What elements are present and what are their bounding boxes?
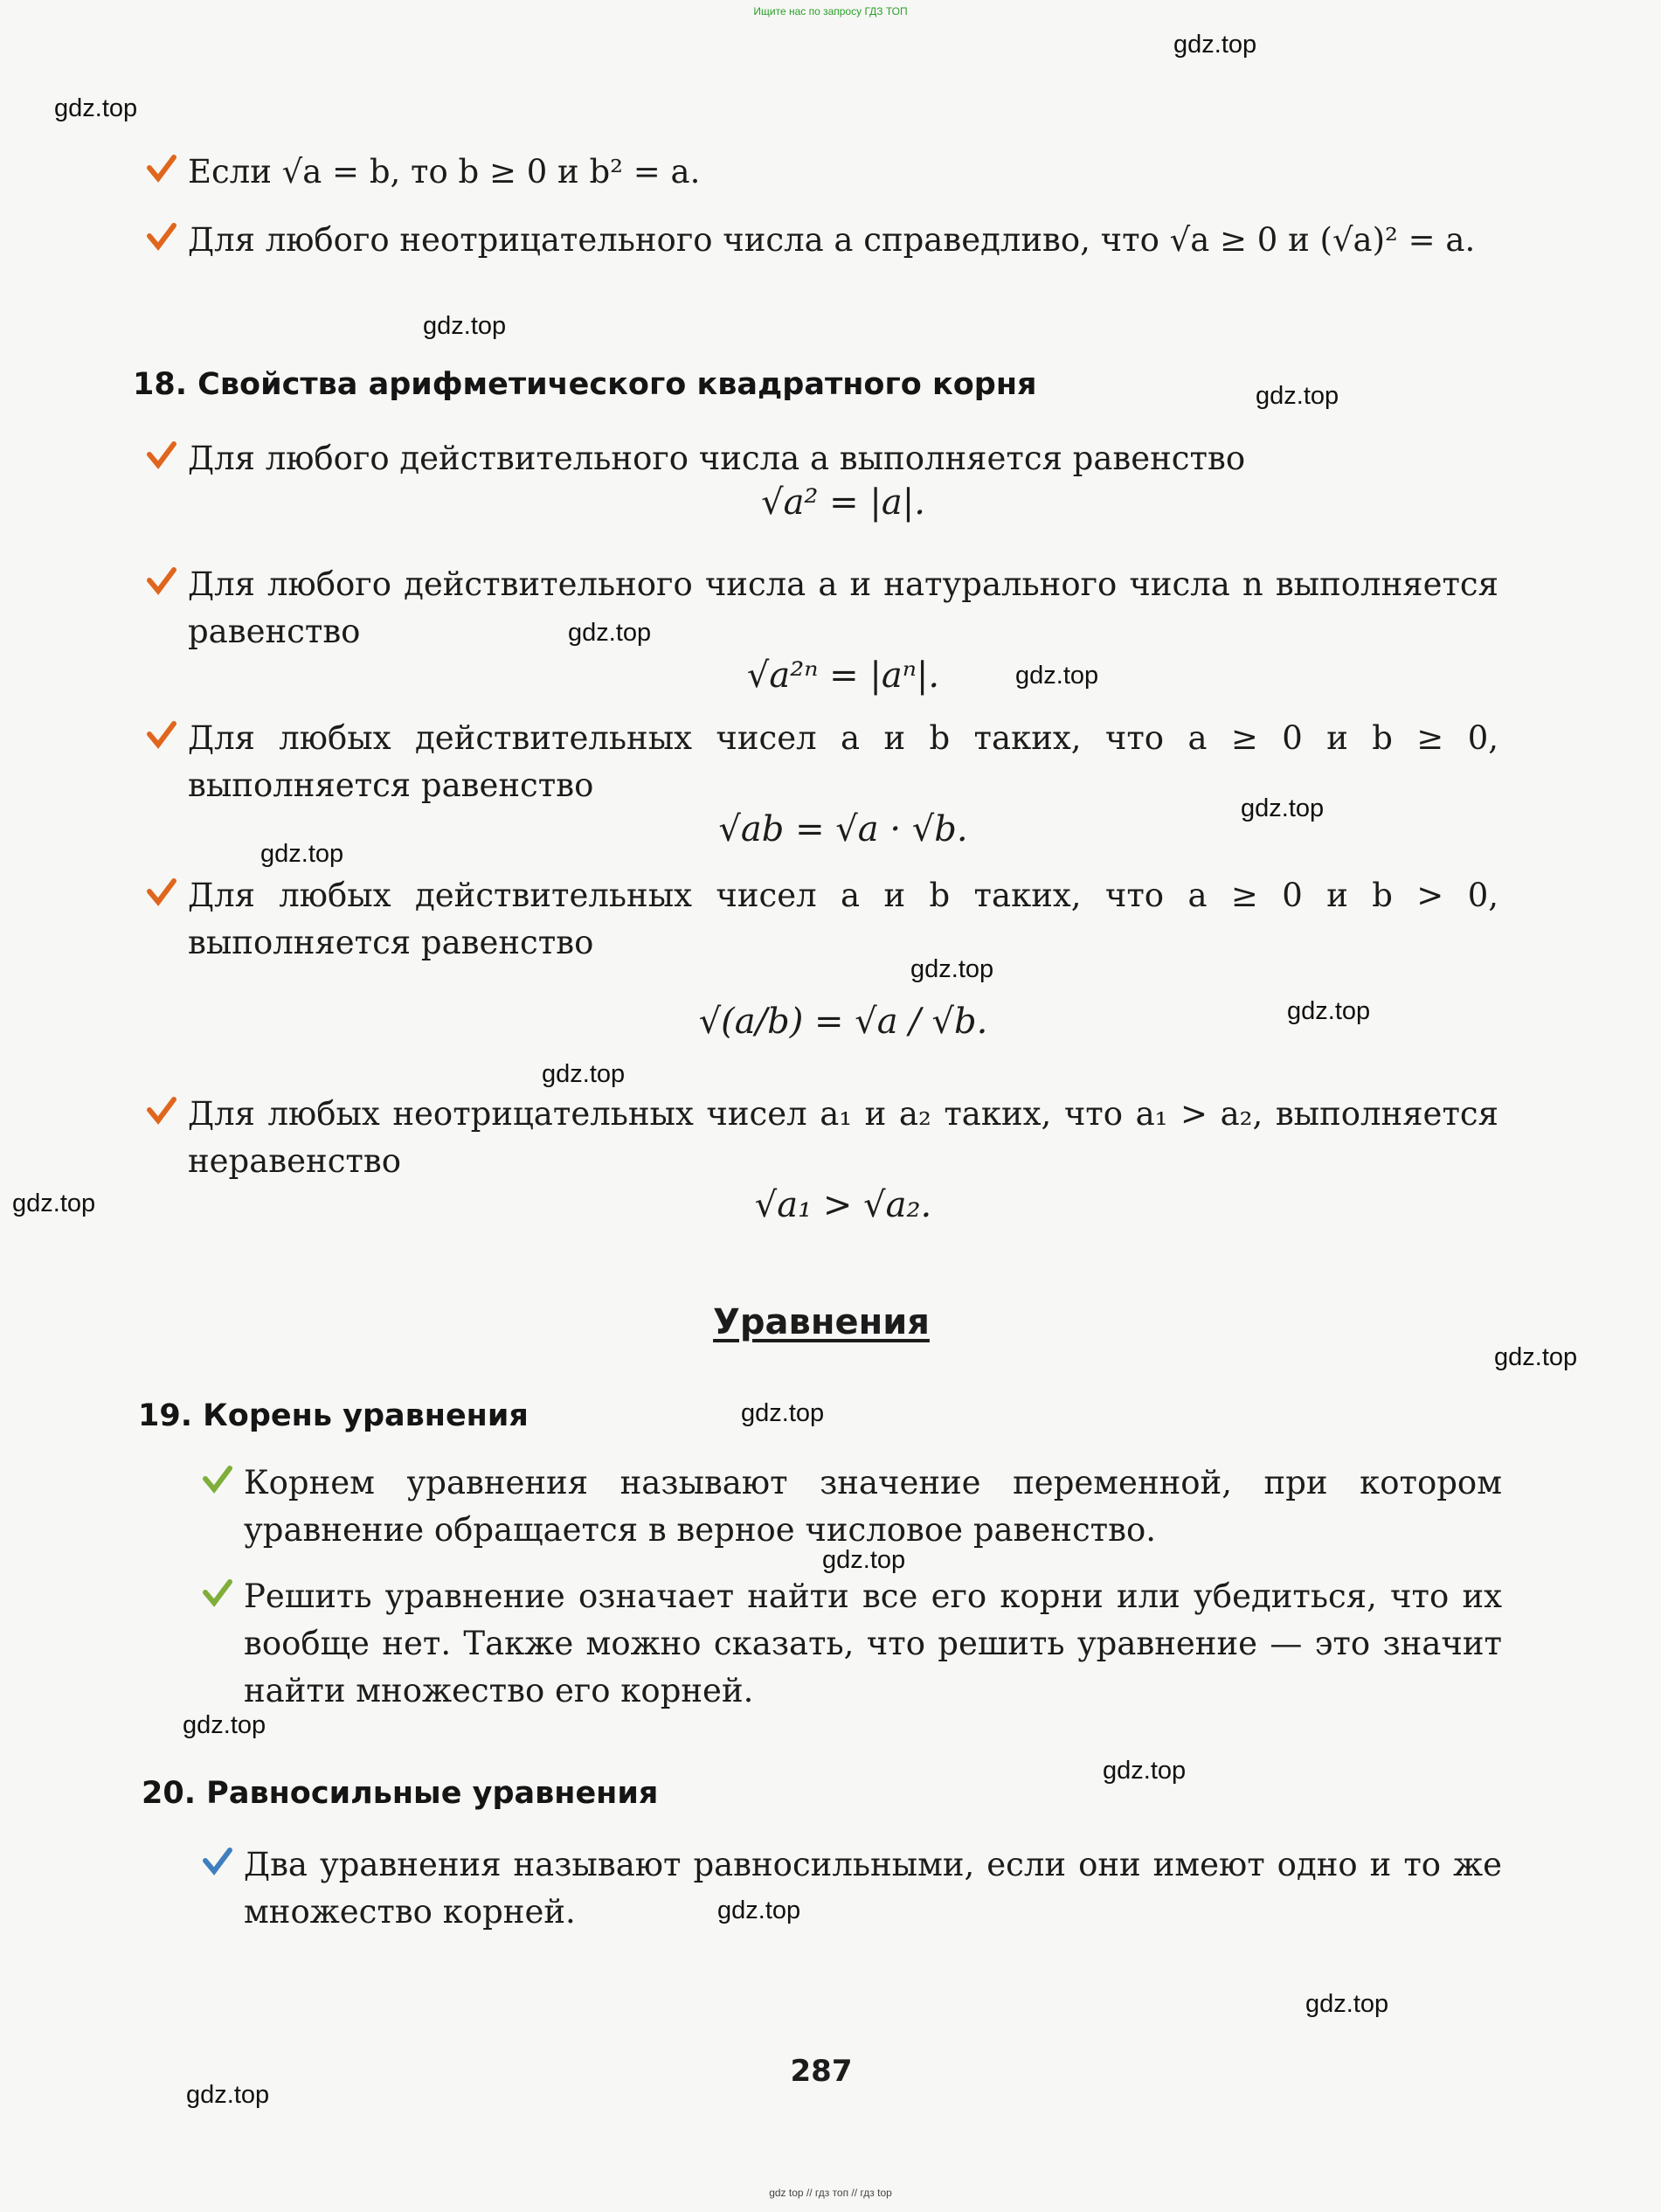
footer-note: gdz top // гдз топ // гдз top bbox=[769, 2187, 892, 2199]
check-icon bbox=[146, 220, 177, 252]
section-heading: 18. Свойства арифметического квадратного корня bbox=[133, 367, 1037, 402]
check-icon bbox=[146, 876, 177, 907]
check-icon bbox=[202, 1463, 233, 1494]
watermark: gdz.top bbox=[741, 1399, 825, 1427]
page-number: 287 bbox=[790, 2054, 853, 2089]
check-icon bbox=[146, 565, 177, 596]
formula: √a² = |a|. bbox=[761, 482, 925, 523]
list-item bbox=[188, 149, 1498, 196]
item-text: Для любого неотрицательного числа a справедливо, что √a ≥ 0 и (√a)² = a. bbox=[188, 221, 1476, 259]
item-text: Для любого действительного числа a и натурального числа n выполняется равенство bbox=[188, 565, 1498, 650]
formula: √ab = √a · √b. bbox=[718, 809, 968, 849]
list-item bbox=[188, 435, 1498, 523]
watermark: gdz.top bbox=[1256, 382, 1339, 410]
check-icon bbox=[202, 1845, 233, 1876]
watermark: gdz.top bbox=[1287, 997, 1371, 1025]
watermark: gdz.top bbox=[260, 840, 344, 868]
list-item bbox=[188, 872, 1498, 1042]
formula: √a₁ > √a₂. bbox=[754, 1185, 932, 1225]
list-item bbox=[244, 1841, 1502, 1936]
list-item bbox=[244, 1573, 1502, 1715]
watermark: gdz.top bbox=[910, 955, 994, 983]
watermark: gdz.top bbox=[542, 1060, 626, 1088]
formula: √a²ⁿ = |aⁿ|. bbox=[746, 655, 940, 696]
watermark: gdz.top bbox=[1241, 794, 1325, 822]
item-text: Для любых неотрицательных чисел a₁ и a₂ таких, что a₁ > a₂, выполняется неравенство bbox=[188, 1095, 1498, 1180]
list-item bbox=[188, 217, 1498, 264]
item-text: Для любого действительного числа a выполняется равенство bbox=[188, 440, 1246, 477]
section-heading: 19. Корень уравнения bbox=[138, 1398, 529, 1433]
watermark: gdz.top bbox=[822, 1546, 906, 1574]
item-text: Два уравнения называют равносильными, если они имеют одно и то же множество корней. bbox=[244, 1846, 1502, 1931]
section-title bbox=[0, 1302, 1643, 1342]
watermark: gdz.top bbox=[1103, 1757, 1187, 1785]
section-heading: 20. Равносильные уравнения bbox=[142, 1776, 659, 1811]
item-text: Если √a = b, то b ≥ 0 и b² = a. bbox=[188, 153, 701, 191]
watermark: gdz.top bbox=[186, 2081, 270, 2109]
item-text: Корнем уравнения называют значение переменной, при котором уравнение обращается в верное числовое равенство. bbox=[244, 1464, 1502, 1549]
watermark: gdz.top bbox=[717, 1896, 801, 1924]
list-item bbox=[244, 1460, 1502, 1554]
watermark: gdz.top bbox=[183, 1711, 266, 1739]
section-title-text: Уравнения bbox=[713, 1302, 930, 1342]
watermark: gdz.top bbox=[54, 94, 138, 122]
watermark: gdz.top bbox=[1173, 31, 1257, 59]
check-icon bbox=[146, 439, 177, 470]
item-text: Для любых действительных чисел a и b таких, что a ≥ 0 и b > 0, выполняется равенство bbox=[188, 877, 1498, 961]
list-item bbox=[188, 1091, 1498, 1225]
watermark: gdz.top bbox=[1305, 1990, 1389, 2018]
watermark: gdz.top bbox=[1494, 1343, 1578, 1371]
watermark: gdz.top bbox=[423, 312, 507, 340]
item-text: Решить уравнение означает найти все его корни или убедиться, что их вообще нет. Также можно сказать, что решить уравнение — это значит найти множество его корней. bbox=[244, 1578, 1502, 1709]
watermark: gdz.top bbox=[568, 619, 652, 647]
check-icon bbox=[146, 152, 177, 184]
formula: √(a/b) = √a / √b. bbox=[698, 1002, 988, 1042]
watermark: gdz.top bbox=[12, 1189, 96, 1217]
list-item bbox=[188, 715, 1498, 849]
check-icon bbox=[202, 1577, 233, 1608]
list-item bbox=[188, 561, 1498, 696]
header-note: Ищите нас по запросу ГДЗ ТОП bbox=[753, 5, 908, 17]
check-icon bbox=[146, 718, 177, 750]
item-text: Для любых действительных чисел a и b таких, что a ≥ 0 и b ≥ 0, выполняется равенство bbox=[188, 719, 1498, 804]
watermark: gdz.top bbox=[1015, 662, 1099, 690]
check-icon bbox=[146, 1094, 177, 1126]
